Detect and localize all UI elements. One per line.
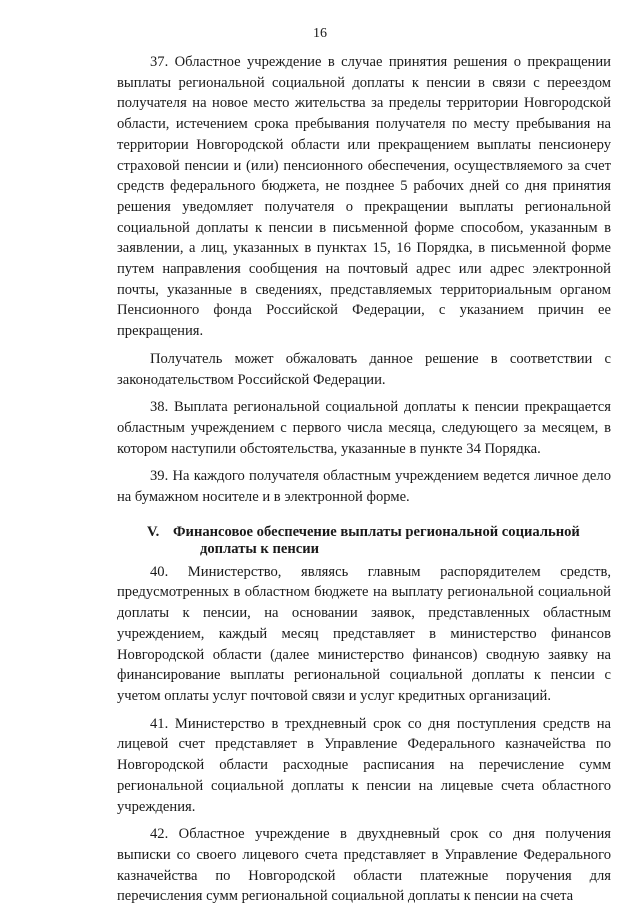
paragraph-41: 41. Министерство в трехдневный срок со дня поступления средств на лицевой счет представляет в Управление Федерального казначейства по Новгородской области расходные расписания на перечисление сумм региональной социальной доплаты к пенсии на лицевые счета областного учреждения. bbox=[117, 715, 611, 815]
section-heading bbox=[117, 524, 611, 558]
paragraph-37: 37. Областное учреждение в случае принятия решения о прекращении выплаты региональной социальной доплаты к пенсии в связи с переездом получателя на новое место жительства за пределы территории Новгородской области, истечением срока пребывания получателя по месту пребывания на территории Новгородской области или прекращением выплаты пенсионеру страховой пенсии и (или) пенсионного обеспечения, осуществляемого за счет средств федерального бюджета, не позднее 5 рабочих дней со дня принятия решения уведомляет получателя о прекращении выплаты региональной социальной доплаты к пенсии в письменной форме способом, указанным в заявлении, а лиц, указанных в пунктах 15, 16 Порядка, в письменной форме путем направления сообщения на почтовый адрес или адрес электронной почты, указанные в сведениях, представляемых территориальным органом Пенсионного фонда Российской Федерации, с указанием причин ее прекращения. bbox=[117, 54, 611, 340]
paragraph-42: 42. Областное учреждение в двухдневный срок со дня получения выписки со своего лицевого счета представляет в Управление Федерального казначейства по Новгородской области платежные поручения для перечисления сумм региональной социальной доплаты к пенсии на счета bbox=[117, 826, 611, 905]
paragraph-38: 38. Выплата региональной социальной доплаты к пенсии прекращается областным учреждением с первого числа месяца, следующего за месяцем, в котором наступили обстоятельства, указанные в пункте 34 Порядка. bbox=[117, 399, 611, 457]
paragraph-40: 40. Министерство, являясь главным распорядителем средств, предусмотренных в областном бюджете на выплату региональной социальной доплаты к пенсии, на основании заявок, представленных областным учреждением, каждый месяц представляет в министерство финансов Новгородской области (далее министерство финансов) сводную заявку на финансирование выплаты региональной социальной доплаты к пенсии с учетом оплаты услуг почтовой связи и услуг кредитных организаций. bbox=[117, 563, 611, 704]
section-title-line1: Финансовое обеспечение выплаты региональной социальной bbox=[173, 523, 580, 540]
section-title-line2: доплаты к пенсии bbox=[200, 540, 320, 557]
page-number: 16 bbox=[313, 26, 327, 41]
section-number: V. bbox=[147, 523, 160, 540]
paragraph-39: 39. На каждого получателя областным учреждением ведется личное дело на бумажном носителе и в электронной форме. bbox=[117, 468, 611, 506]
paragraph-appeal: Получатель может обжаловать данное решение в соответствии с законодательством Российской Федерации. bbox=[117, 350, 611, 388]
document-body bbox=[117, 52, 611, 914]
